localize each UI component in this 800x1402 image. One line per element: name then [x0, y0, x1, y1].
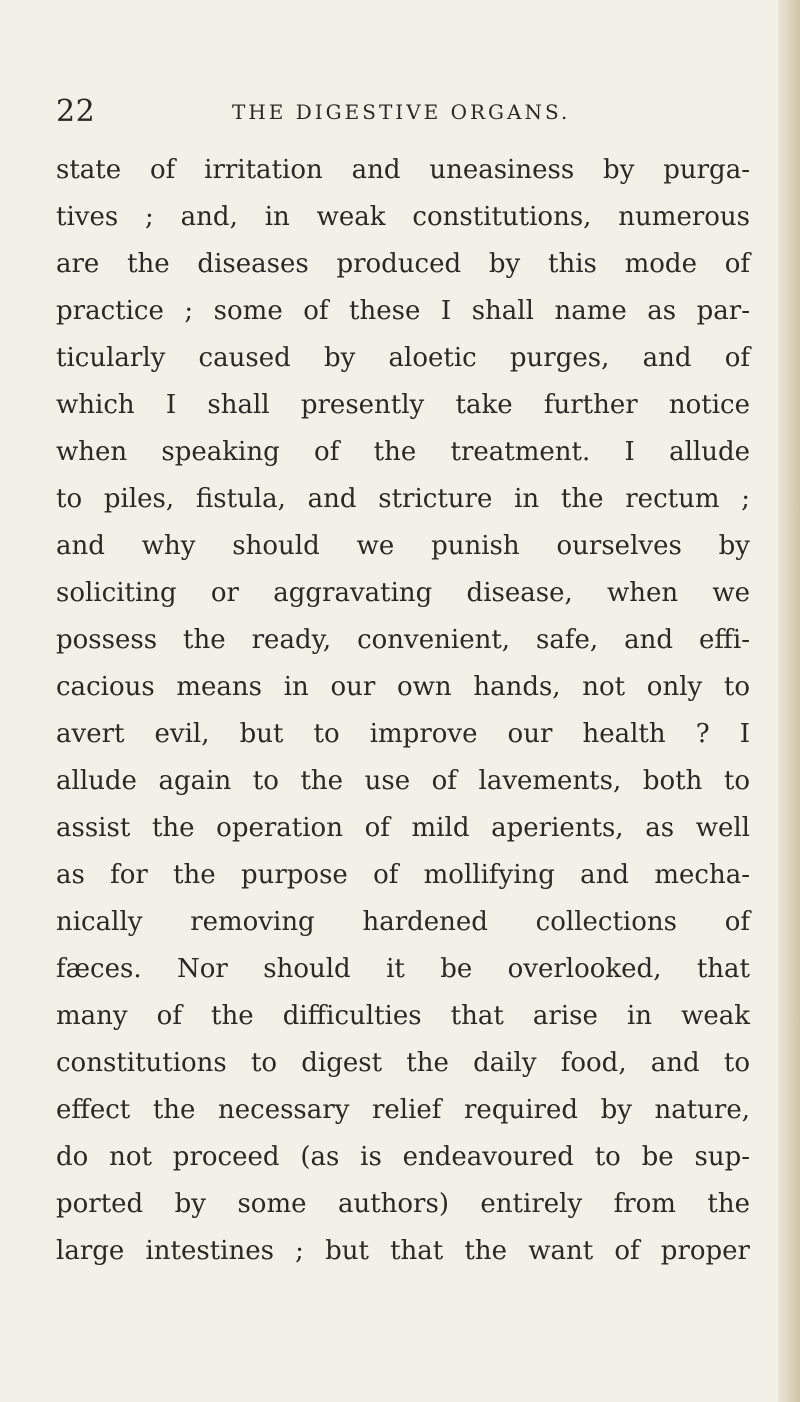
- text-line: ported by some authors) entirely from the: [56, 1189, 750, 1219]
- body-text: [56, 147, 750, 1275]
- text-line: soliciting or aggravating disease, when we: [56, 578, 750, 608]
- text-line: practice ; some of these I shall name as par-: [56, 296, 750, 326]
- running-title: THE DIGESTIVE ORGANS.: [232, 100, 571, 124]
- text-line: to piles, fistula, and stricture in the rectum ;: [56, 484, 750, 514]
- text-line: when speaking of the treatment. I allude: [56, 437, 750, 467]
- text-line: are the diseases produced by this mode of: [56, 249, 750, 279]
- text-line: cacious means in our own hands, not only to: [56, 672, 750, 702]
- page-edge: [778, 0, 800, 1402]
- text-line: ticularly caused by aloetic purges, and of: [56, 343, 750, 373]
- page-header: [0, 92, 800, 132]
- text-line: allude again to the use of lavements, both to: [56, 766, 750, 796]
- text-line: fæces. Nor should it be overlooked, that: [56, 954, 750, 984]
- text-line: avert evil, but to improve our health ? I: [56, 719, 750, 749]
- page-number: 22: [56, 94, 96, 129]
- text-line: assist the operation of mild aperients, as well: [56, 813, 750, 843]
- text-line: state of irritation and uneasiness by purga-: [56, 155, 750, 185]
- text-line: possess the ready, convenient, safe, and effi-: [56, 625, 750, 655]
- text-line: constitutions to digest the daily food, and to: [56, 1048, 750, 1078]
- text-line: tives ; and, in weak constitutions, numerous: [56, 202, 750, 232]
- text-line: do not proceed (as is endeavoured to be sup-: [56, 1142, 750, 1172]
- text-line: effect the necessary relief required by nature,: [56, 1095, 750, 1125]
- text-line: nically removing hardened collections of: [56, 907, 750, 937]
- text-line: large intestines ; but that the want of proper: [56, 1236, 750, 1266]
- text-line: and why should we punish ourselves by: [56, 531, 750, 561]
- text-line: as for the purpose of mollifying and mecha-: [56, 860, 750, 890]
- text-line: many of the difficulties that arise in weak: [56, 1001, 750, 1031]
- text-line: which I shall presently take further notice: [56, 390, 750, 420]
